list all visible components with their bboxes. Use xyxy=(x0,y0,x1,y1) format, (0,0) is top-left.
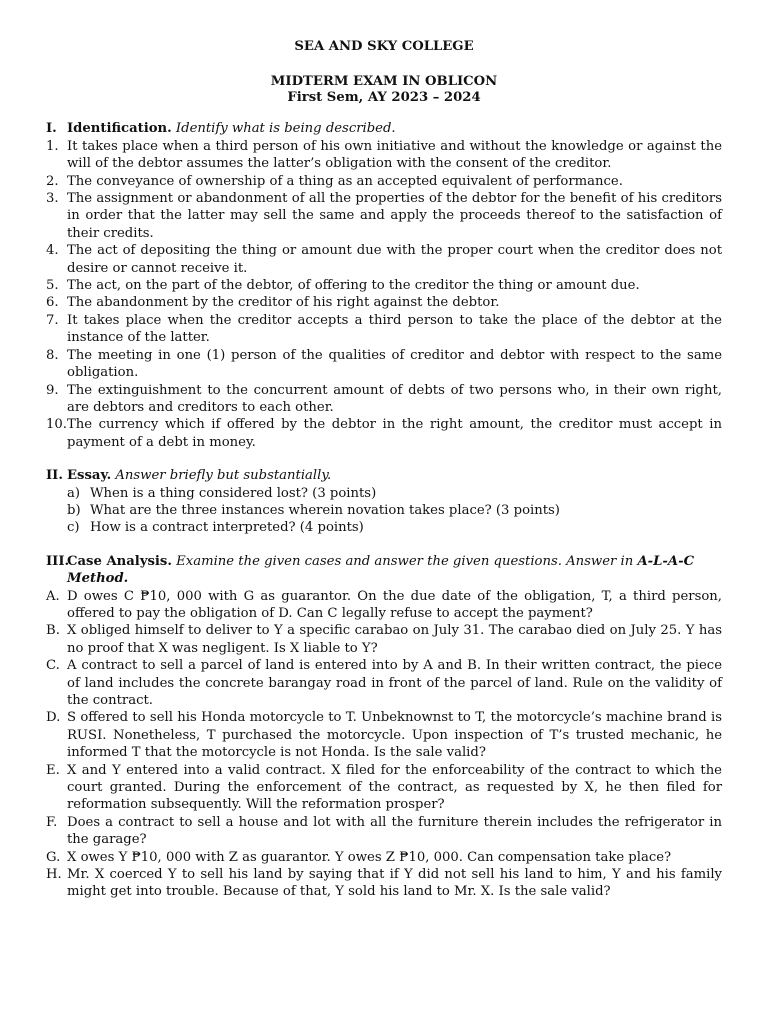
section-identification xyxy=(46,120,722,451)
section-instruction: Identify what is being described. xyxy=(175,121,396,137)
item-number: 2. xyxy=(46,173,59,189)
identification-item xyxy=(46,242,722,277)
item-text: The act of depositing the thing or amount due with the proper court when the creditor does not desire or cannot receive it. xyxy=(67,243,722,276)
case-letter: E. xyxy=(46,762,60,778)
item-text: The meeting in one (1) person of the qualities of creditor and debtor with respect to the same obligation. xyxy=(67,347,722,381)
section-number: I. xyxy=(46,121,57,137)
case-text: X owes Y ₱10, 000 with Z as guarantor. Y owes Z ₱10, 000. Can compensation take place? xyxy=(67,849,672,865)
exam-header xyxy=(46,38,722,106)
identification-item xyxy=(46,173,722,190)
section-title: Case Analysis. xyxy=(67,553,172,569)
item-text: The conveyance of ownership of a thing as an accepted equivalent of performance. xyxy=(67,173,623,189)
case-letter: G. xyxy=(46,849,61,865)
case-text: A contract to sell a parcel of land is entered into by A and B. In their written contract, the piece of land includes the concrete barangay road in front of the parcel of land. Rule on the validity of the contract. xyxy=(67,658,722,708)
item-text: The extinguishment to the concurrent amount of debts of two persons who, in their own right, are debtors and creditors to each other. xyxy=(67,382,722,415)
item-text: The currency which if offered by the debtor in the right amount, the creditor must accept in payment of a debt in money. xyxy=(67,417,722,450)
identification-item xyxy=(46,138,722,173)
section-heading xyxy=(46,553,722,588)
section-heading xyxy=(46,467,722,484)
identification-item xyxy=(46,312,722,347)
case-item xyxy=(46,866,722,901)
semester-label: First Sem, AY 2023 – 2024 xyxy=(287,90,481,106)
case-letter: B. xyxy=(46,623,60,639)
essay-question xyxy=(46,502,722,519)
section-title: Essay. xyxy=(67,468,112,484)
case-item xyxy=(46,814,722,849)
case-letter: D. xyxy=(46,710,61,726)
item-number: 3. xyxy=(46,191,59,207)
section-number: III. xyxy=(46,553,70,569)
identification-item xyxy=(46,382,722,417)
case-letter: A. xyxy=(46,588,60,604)
case-text: D owes C ₱10, 000 with G as guarantor. On the due date of the obligation, T, a third person, offered to pay the obligation of D. Can C legally refuse to accept the payment? xyxy=(67,588,722,621)
case-text: X obliged himself to deliver to Y a specific carabao on July 31. The carabao died on July 25. Y has no proof that X was negligent. Is X liable to Y? xyxy=(67,623,722,656)
case-item xyxy=(46,709,722,761)
item-number: 6. xyxy=(46,295,59,311)
item-number: 5. xyxy=(46,278,59,294)
section-case-analysis xyxy=(46,553,722,901)
question-text: How is a contract interpreted? (4 points) xyxy=(90,520,364,536)
item-text: It takes place when the creditor accepts a third person to take the place of the debtor at the instance of the latter. xyxy=(67,312,722,346)
section-heading xyxy=(46,120,722,137)
identification-item xyxy=(46,416,722,451)
case-text: X and Y entered into a valid contract. X filed for the enforceability of the contract to which the court granted. During the enforcement of the contract, as requested by X, he then filed for reformation subsequently. Will the reformation prosper? xyxy=(67,762,722,813)
question-text: When is a thing considered lost? (3 points) xyxy=(90,485,377,501)
item-text: It takes place when a third person of his own initiative and without the knowledge or against the will of the debtor assumes the latter’s obligation with the consent of the creditor. xyxy=(67,138,722,172)
case-item xyxy=(46,849,722,866)
item-number: 4. xyxy=(46,243,59,259)
case-letter: H. xyxy=(46,867,62,883)
college-name: SEA AND SKY COLLEGE xyxy=(294,39,474,54)
section-number: II. xyxy=(46,468,63,484)
section-title: Identification. xyxy=(67,121,172,137)
identification-item xyxy=(46,277,722,294)
essay-question xyxy=(46,519,722,536)
item-text: The assignment or abandonment of all the properties of the debtor for the benefit of his creditors in order that the latter may sell the same and apply the proceeds thereof to the satisfaction of their credits. xyxy=(67,191,722,241)
item-number: 1. xyxy=(46,138,59,154)
case-item xyxy=(46,762,722,814)
method-label: A-L-A-C Method. xyxy=(67,553,695,587)
section-essay xyxy=(46,467,722,537)
item-number: 7. xyxy=(46,312,59,328)
item-number: 8. xyxy=(46,347,59,363)
case-text: Does a contract to sell a house and lot with all the furniture therein includes the refrigerator in the garage? xyxy=(67,814,722,848)
item-number: 10. xyxy=(46,417,67,433)
case-letter: F. xyxy=(46,814,58,830)
question-letter: b) xyxy=(67,502,81,518)
essay-question xyxy=(46,485,722,502)
item-text: The abandonment by the creditor of his right against the debtor. xyxy=(67,295,500,311)
case-letter: C. xyxy=(46,658,60,674)
instruction-text: Examine the given cases and answer the given questions. Answer in xyxy=(176,553,634,569)
exam-title: MIDTERM EXAM IN OBLICON xyxy=(270,74,498,90)
identification-item xyxy=(46,294,722,311)
case-item xyxy=(46,657,722,709)
identification-item xyxy=(46,190,722,242)
case-text: S offered to sell his Honda motorcycle to T. Unbeknownst to T, the motorcycle’s machine brand is RUSI. Nonetheless, T purchased the motorcycle. Upon inspection of T’s trusted mechanic, he informed T that the motorcycle is not Honda. Is the sale valid? xyxy=(67,710,722,761)
question-letter: c) xyxy=(67,520,80,536)
case-item xyxy=(46,622,722,657)
item-text: The act, on the part of the debtor, of offering to the creditor the thing or amount due. xyxy=(67,278,640,294)
item-number: 9. xyxy=(46,382,59,398)
question-letter: a) xyxy=(67,485,81,501)
identification-item xyxy=(46,347,722,382)
question-text: What are the three instances wherein novation takes place? (3 points) xyxy=(90,502,560,518)
case-item xyxy=(46,588,722,623)
section-instruction: Answer briefly but substantially. xyxy=(115,468,332,484)
case-text: Mr. X coerced Y to sell his land by saying that if Y did not sell his land to him, Y and his family might get into trouble. Because of that, Y sold his land to Mr. X. Is the sale valid? xyxy=(67,867,722,900)
